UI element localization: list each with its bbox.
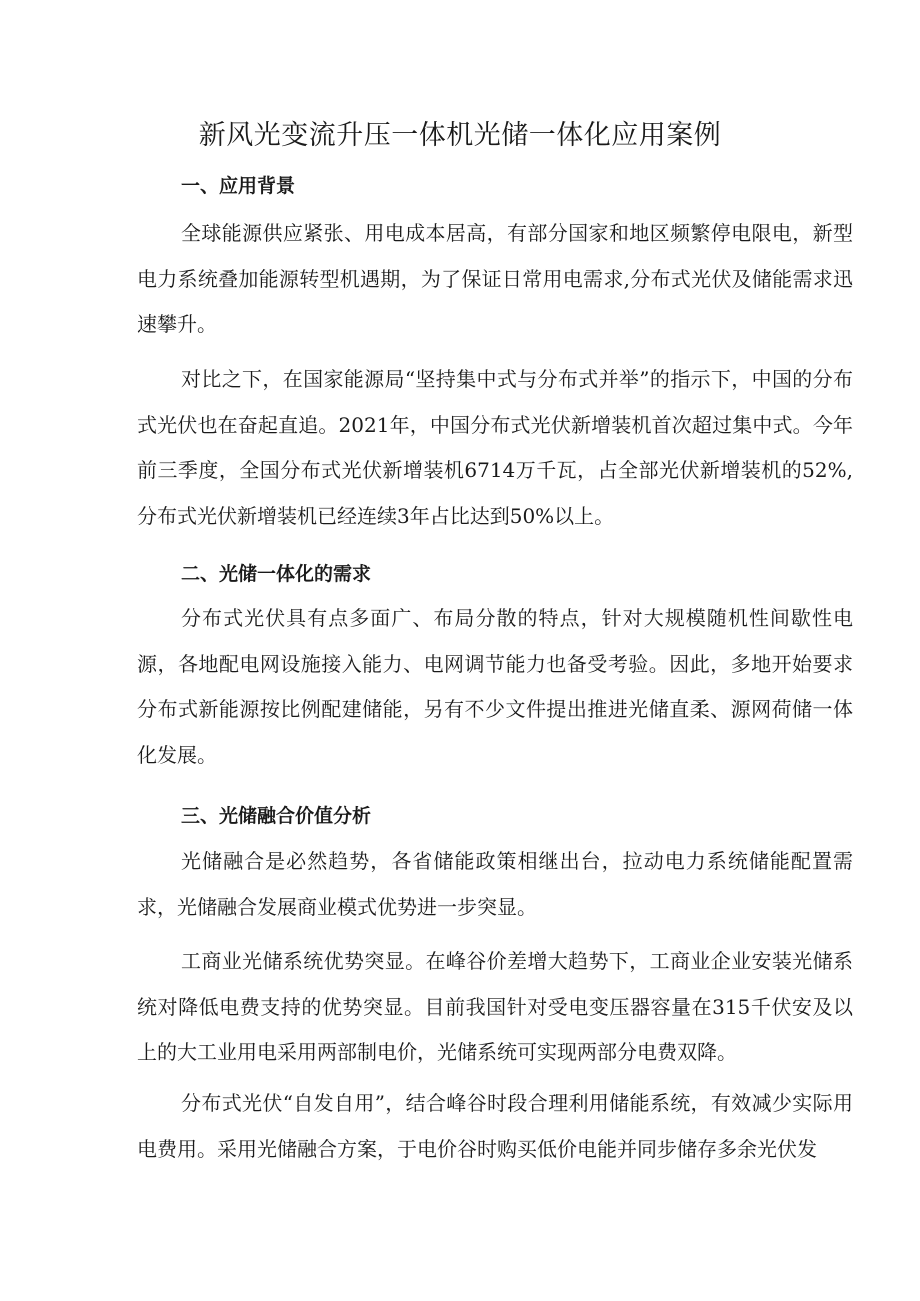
section-heading-demand: 二、光储一体化的需求 bbox=[181, 563, 372, 585]
document-title: 新风光变流升压一体机光储一体化应用案例 bbox=[198, 120, 722, 151]
paragraph-integration-trend: 光储融合是必然趋势，各省储能政策相继出台，拉动电力系统储能配置需求，光储融合发展商业模式优势进一步突显。 bbox=[137, 849, 853, 919]
section-heading-value-analysis: 三、光储融合价值分析 bbox=[181, 805, 372, 827]
paragraph-commercial-advantage: 工商业光储系统优势突显。在峰谷价差增大趋势下，工商业企业安装光储系统对降低电费支持的优势突显。目前我国针对受电变压器容量在315千伏安及以上的大工业用电采用两部制电价，光储系统可实现两部分电费双降。 bbox=[137, 949, 853, 1064]
section-heading-background: 一、应用背景 bbox=[181, 175, 296, 197]
paragraph-energy-supply: 全球能源供应紧张、用电成本居高，有部分国家和地区频繁停电限电，新型电力系统叠加能源转型机遇期，为了保证日常用电需求,分布式光伏及储能需求迅速攀升。 bbox=[137, 221, 853, 336]
paragraph-storage-demand: 分布式光伏具有点多面广、布局分散的特点，针对大规模随机性间歇性电源，各地配电网设施接入能力、电网调节能力也备受考验。因此，多地开始要求分布式新能源按比例配建储能，另有不少文件提出推进光储直柔、源网荷储一体化发展。 bbox=[137, 606, 853, 767]
paragraph-distributed-pv-growth: 对比之下，在国家能源局“坚持集中式与分布式并举”的指示下，中国的分布式光伏也在奋起直追。2021年，中国分布式光伏新增装机首次超过集中式。今年前三季度，全国分布式光伏新增装机6714万千瓦，占全部光伏新增装机的52%,分布式光伏新增装机已经连续3年占比达到50%以上。 bbox=[137, 367, 853, 528]
paragraph-self-consumption: 分布式光伏“自发自用”，结合峰谷时段合理利用储能系统，有效减少实际用电费用。采用光储融合方案，于电价谷时购买低价电能并同步储存多余光伏发 bbox=[137, 1091, 853, 1161]
